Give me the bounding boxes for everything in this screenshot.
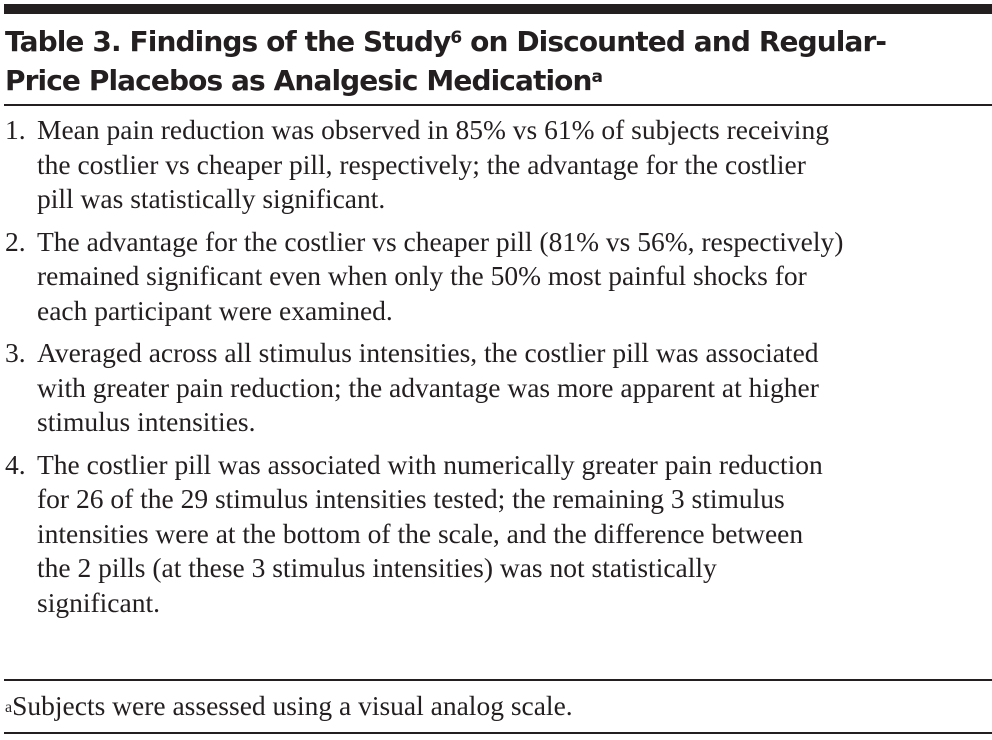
item-text-line: each participant were examined. xyxy=(37,294,393,326)
item-number: 2. xyxy=(5,225,26,257)
item-text-line: pill was statistically significant. xyxy=(37,183,386,214)
footnote xyxy=(5,689,573,723)
footnote-rule xyxy=(4,679,992,681)
title-text: Table 3. Findings of the Study xyxy=(5,25,451,58)
item-text-line: The advantage for the costlier vs cheaper pill (81% vs 56%, respectively) xyxy=(37,225,844,257)
item-text-line: remained significant even when only the 50% most painful shocks for xyxy=(37,260,807,291)
item-number: 1. xyxy=(5,114,26,145)
footnote-marker: a xyxy=(5,699,13,716)
finding-item xyxy=(5,113,990,217)
item-text-line: stimulus intensities. xyxy=(37,406,256,437)
item-number: 4. xyxy=(5,448,26,480)
item-text-line: the 2 pills (at these 3 stimulus intensities) was not statistically xyxy=(37,552,717,583)
item-number: 3. xyxy=(5,337,26,368)
item-text-line: with greater pain reduction; the advantage was more apparent at higher xyxy=(37,371,819,403)
findings-list xyxy=(5,113,990,628)
table-title xyxy=(5,22,990,100)
item-text-line: the costlier vs cheaper pill, respectively; the advantage for the costlier xyxy=(37,148,806,180)
finding-item xyxy=(5,336,990,440)
title-text: on Discounted and Regular- xyxy=(461,25,887,58)
footnote-marker: a xyxy=(591,67,603,87)
title-text: Price Placebos as Analgesic Medication xyxy=(5,64,592,97)
title-rule xyxy=(4,104,992,106)
item-text-line: The costlier pill was associated with numerically greater pain reduction xyxy=(37,448,823,480)
footnote-text: Subjects were assessed using a visual analog scale. xyxy=(12,690,573,721)
finding-item xyxy=(5,225,990,329)
reference-superscript: 6 xyxy=(450,28,462,48)
item-text-line: intensities were at the bottom of the scale, and the difference between xyxy=(37,517,804,549)
item-text-line: for 26 of the 29 stimulus intensities tested; the remaining 3 stimulus xyxy=(37,483,785,514)
bottom-rule xyxy=(4,732,992,734)
top-rule xyxy=(4,4,992,14)
item-text-line: significant. xyxy=(37,586,160,618)
item-text-line: Averaged across all stimulus intensities, the costlier pill was associated xyxy=(37,337,819,368)
finding-item xyxy=(5,448,990,621)
item-text-line: Mean pain reduction was observed in 85% vs 61% of subjects receiving xyxy=(37,114,829,145)
